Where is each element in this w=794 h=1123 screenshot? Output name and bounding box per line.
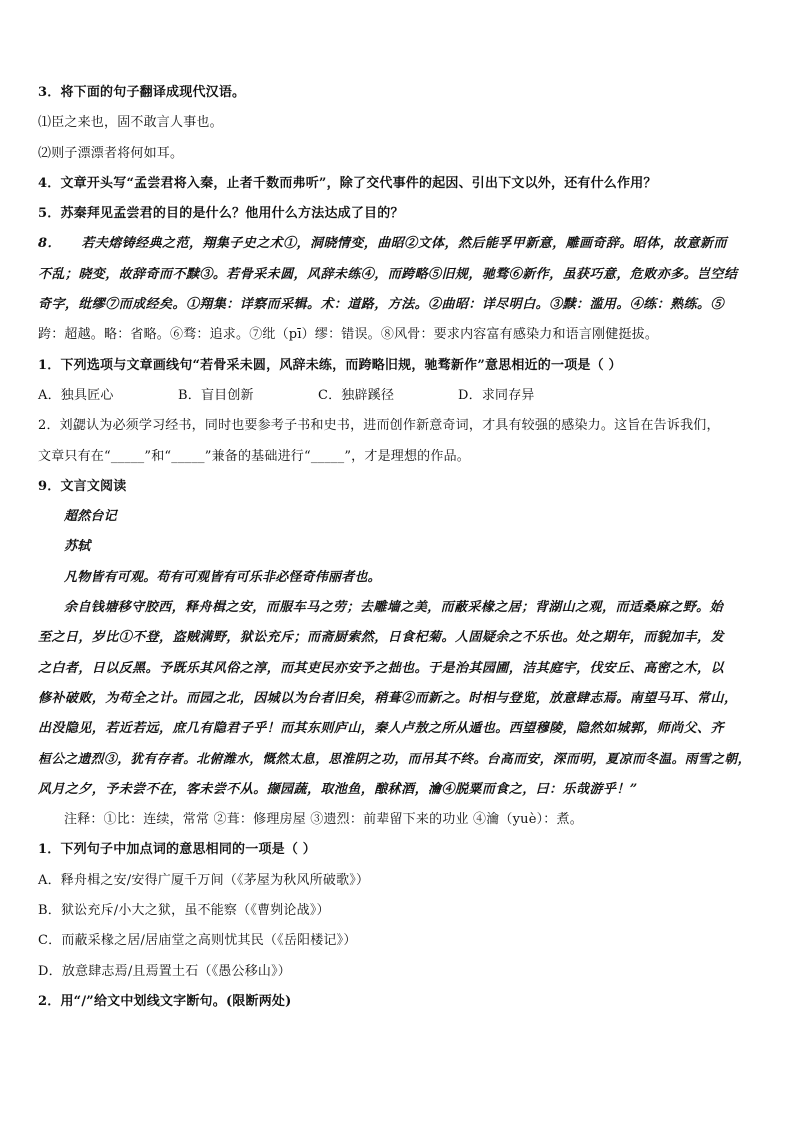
sentence-2: ⑵则子漂漂者将何如耳。: [38, 145, 184, 161]
question-8-line-1: 8． 若夫熔铸经典之范，翔集子史之术①，洞晓情变，曲昭②文体，然后能孚甲新意，雕画奇辞。昭体，故意新而: [38, 236, 727, 252]
question-9: 9．文言文阅读: [38, 478, 127, 494]
question-5: 5．苏秦拜见孟尝君的目的是什么？他用什么方法达成了目的？: [38, 206, 404, 222]
option-b[interactable]: B．盲目创新: [178, 387, 254, 403]
passage-notes: 注释：①比：连续，常常 ②葺：修理房屋 ③遗烈：前辈留下来的功业 ④瀹（yuè）：煮。: [64, 812, 583, 828]
passage-paragraph-1: 凡物皆有可观。苟有可观皆有可乐非必怪奇伟丽者也。: [64, 569, 381, 585]
question-9-option-c[interactable]: C．而蔽采椽之居/居庙堂之高则忧其民（《岳阳楼记》）: [38, 933, 357, 949]
question-8-sub-1: 1．下列选项与文章画线句“若骨采未圆，风辞未练，而跨略旧规，驰骛新作”意思相近的一项是（ ）: [38, 357, 622, 373]
option-c[interactable]: C．独辟蹊径: [318, 387, 395, 403]
question-9-sub-2: 2．用“/”给文中划线文字断句。(限断两处): [38, 993, 292, 1009]
question-8-line-4: 跨：超越。略：省略。⑥骛：追求。⑦纰（pī）缪：错误。⑧风骨：要求内容富有感染力和语言刚健挺拔。: [38, 327, 659, 343]
passage-title: 超然台记: [64, 509, 117, 525]
passage-paragraph-2-line-2: 至之日，岁比①不登，盗贼满野，狱讼充斥；而斋厨索然，日食杞菊。人固疑余之不乐也。处之期年，而貌加丰，发: [38, 630, 724, 646]
document-page: [38, 78, 760, 1017]
question-8-sub-2-line-2: 文章只有在“_____”和“_____”兼备的基础进行“_____”，才是理想的作品。: [38, 448, 470, 464]
question-9-option-d[interactable]: D．放意肆志焉/且焉置土石（《愚公移山》）: [38, 963, 292, 979]
passage-paragraph-2-line-1: 余自钱塘移守胶西，释舟楫之安，而服车马之劳；去雕墙之美，而蔽采椽之居；背湖山之观，而适桑麻之野。始: [64, 600, 724, 616]
question-8-line-3: 奇字，纰缪⑦而成经矣。①翔集：详察而采辑。术：道路，方法。②曲昭：详尽明白。③黩：滥用。④练：熟练。⑤: [38, 297, 724, 313]
passage-author: 苏轼: [64, 539, 91, 555]
sentence-1: ⑴臣之来也，固不敢言人事也。: [38, 115, 223, 131]
passage-paragraph-2-line-6: 桓公之遗烈③，犹有存者。北俯潍水，慨然太息，思淮阴之功，而吊其不终。台高而安，深而明，夏凉而冬温。雨雪之朝，: [38, 751, 751, 767]
passage-paragraph-2-line-5: 出没隐见，若近若远，庶几有隐君子乎！而其东则庐山，秦人卢敖之所从遁也。西望穆陵，隐然如城郭，师尚父、齐: [38, 721, 724, 737]
question-4: 4．文章开头写“孟尝君将入秦，止者千数而弗听”，除了交代事件的起因、引出下文以外，还有什么作用？: [38, 175, 657, 191]
passage-paragraph-2-line-4: 修补破败，为苟全之计。而园之北，因城以为台者旧矣，稍葺②而新之。时相与登览，放意肆志焉。南望马耳、常山，: [38, 690, 738, 706]
question-8-sub-2-line-1: 2．刘勰认为必须学习经书，同时也要参考子书和史书，进而创作新意奇词，才具有较强的感染力。这旨在告诉我们，: [38, 418, 720, 434]
question-9-option-b[interactable]: B．狱讼充斥/小大之狱，虽不能察（《曹刿论战》）: [38, 903, 330, 919]
options-row: [38, 381, 760, 411]
question-8-line-2: 不乱；晓变，故辞奇而不黩③。若骨采未圆，风辞未练④，而跨略⑤旧规，驰骛⑥新作，虽获巧意，危败亦多。岂空结: [38, 266, 738, 282]
question-9-sub-1: 1．下列句子中加点词的意思相同的一项是（ ）: [38, 842, 316, 858]
passage-paragraph-2-line-3: 之白者，日以反黑。予既乐其风俗之淳，而其吏民亦安予之拙也。于是治其园圃，洁其庭宇，伐安丘、高密之木，以: [38, 660, 724, 676]
option-d[interactable]: D．求同存异: [458, 387, 535, 403]
option-a[interactable]: A．独具匠心: [38, 387, 114, 403]
question-3: 3．将下面的句子翻译成现代汉语。: [38, 85, 246, 100]
passage-paragraph-2-line-7: 风月之夕，予未尝不在，客未尝不从。撷园蔬，取池鱼，酿秫酒，瀹④脱粟而食之，曰：乐哉游乎！”: [38, 781, 638, 797]
question-9-option-a[interactable]: A．释舟楫之安/安得广厦千万间（《茅屋为秋风所破歌》）: [38, 872, 370, 888]
